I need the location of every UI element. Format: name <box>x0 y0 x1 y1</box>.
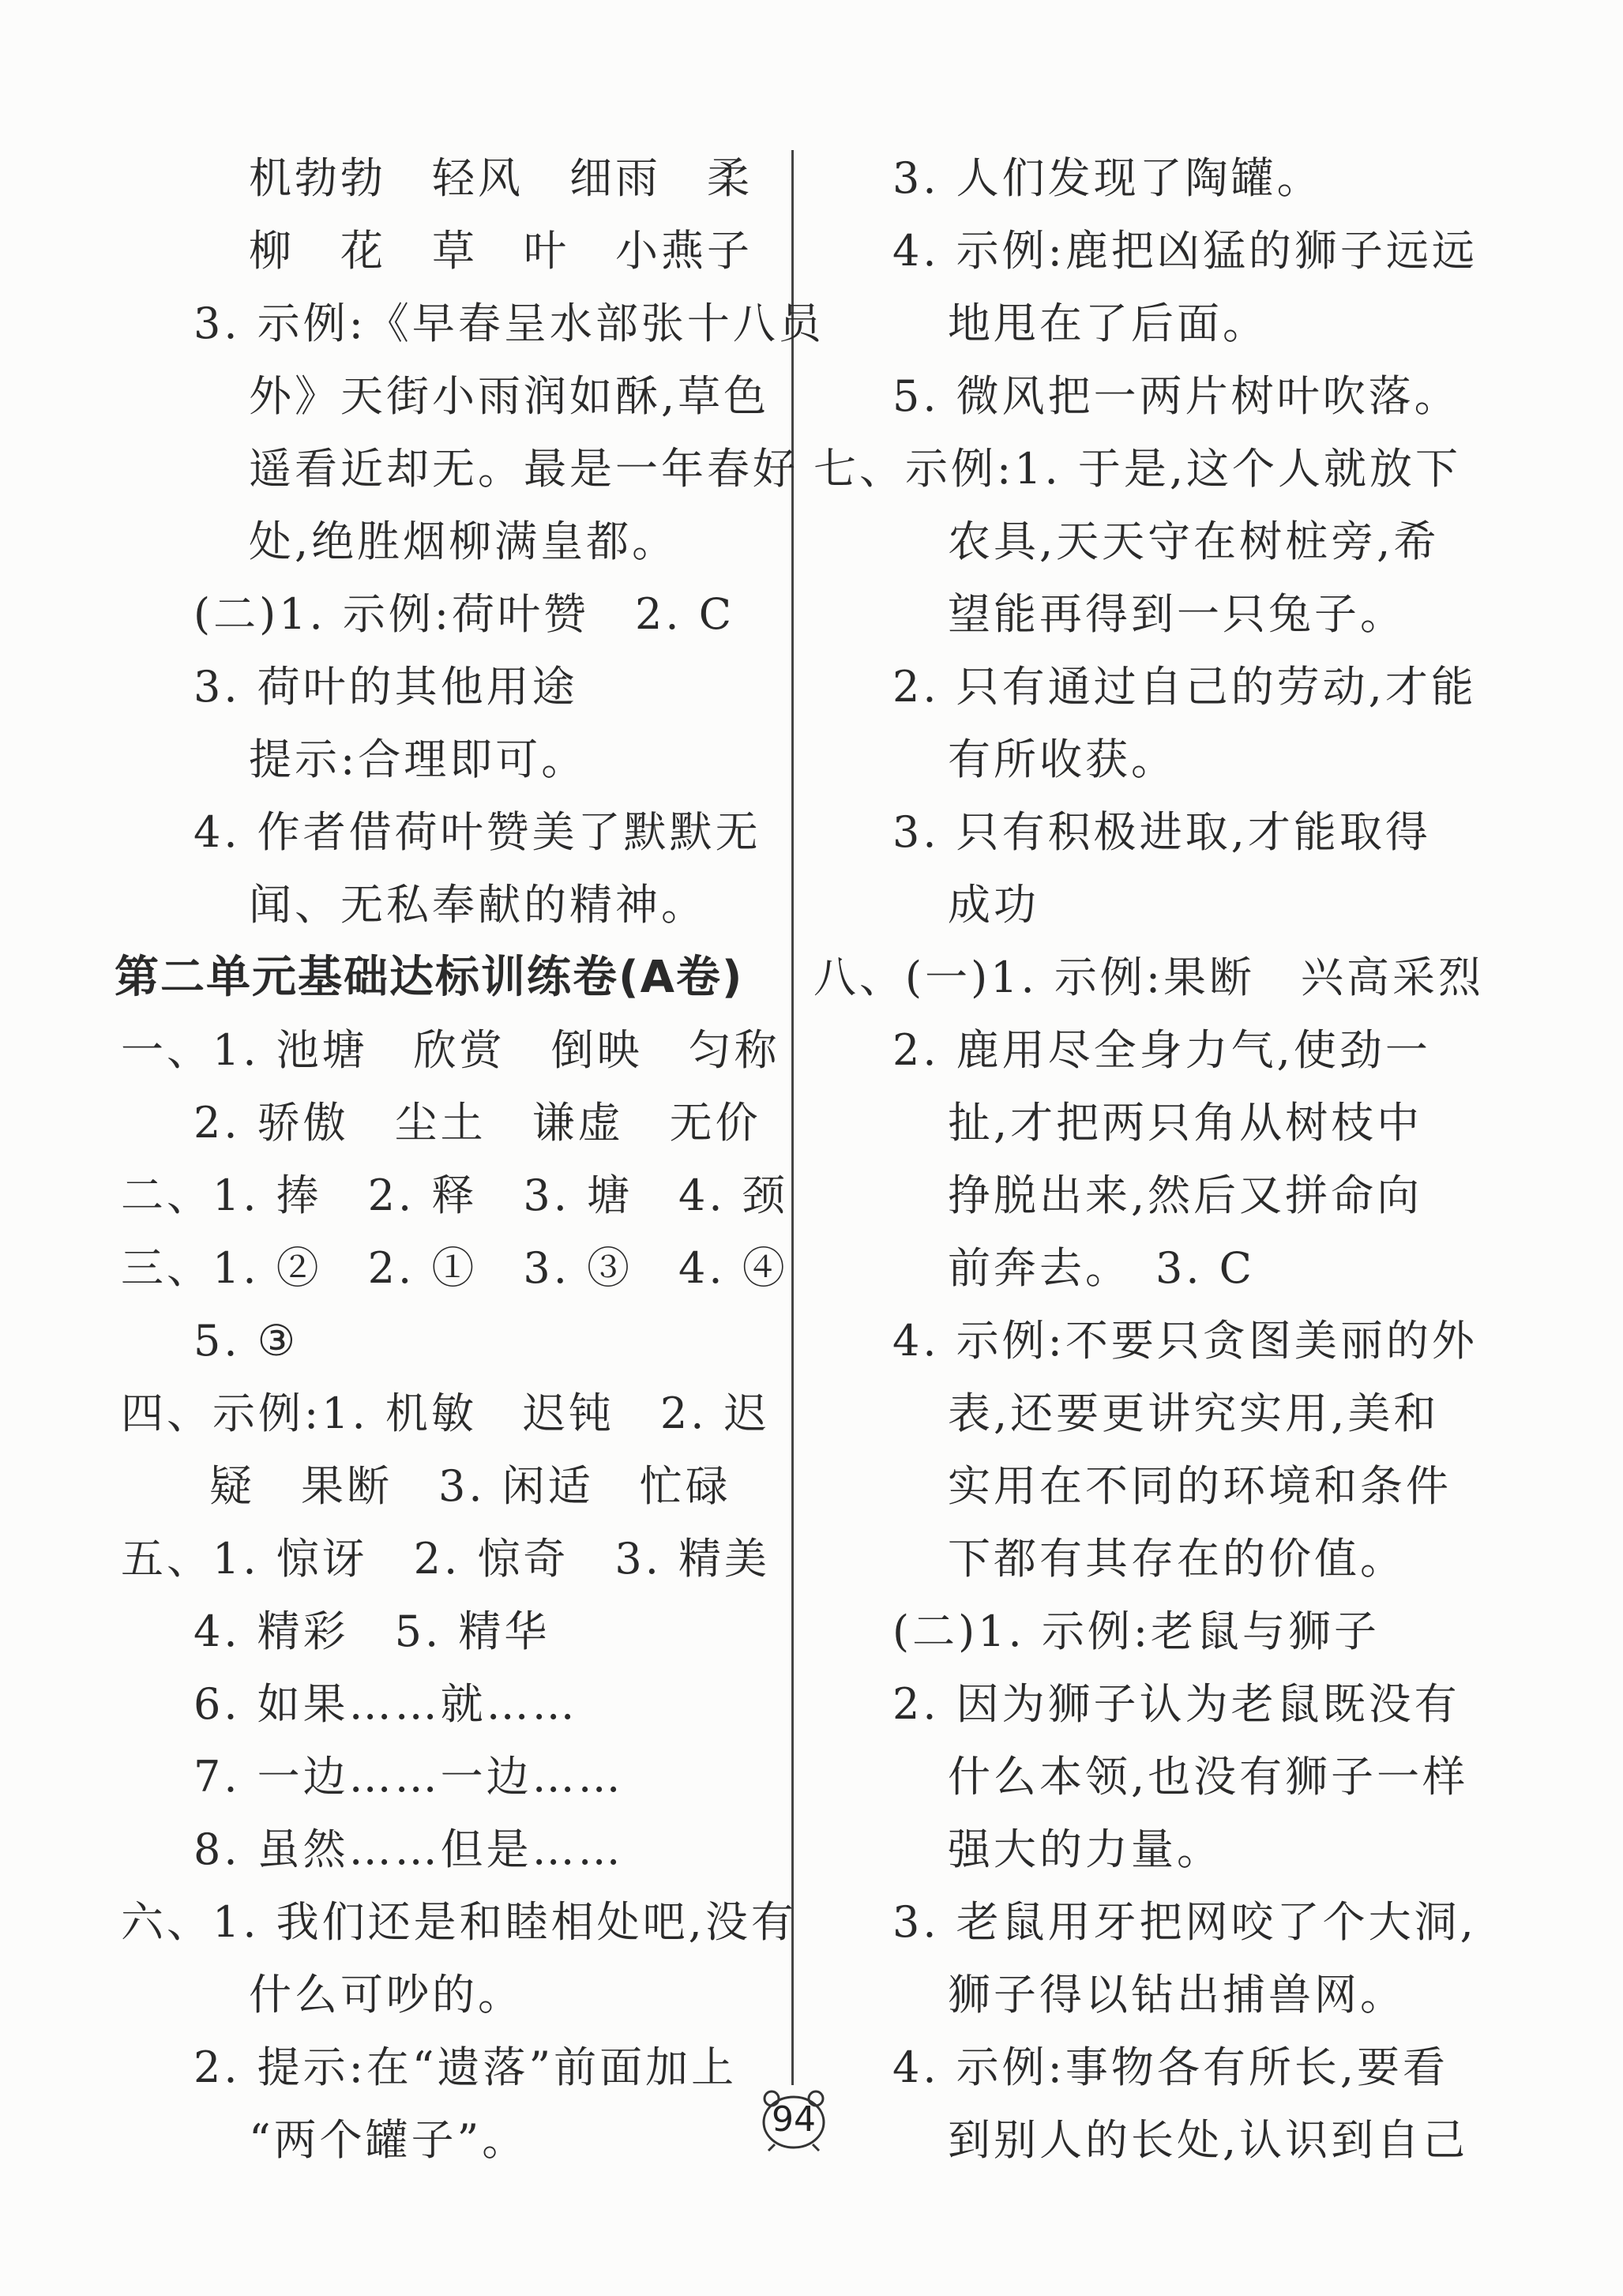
answer-line: 六、1. 我们还是和睦相处吧,没有 <box>121 1897 797 1947</box>
answer-line: 2. 鹿用尽全身力气,使劲一 <box>892 1025 1431 1075</box>
section-heading: 第二单元基础达标训练卷(A卷) <box>115 952 744 1003</box>
answer-line: 处,绝胜烟柳满皇都。 <box>249 517 678 566</box>
answer-line: 3. 荷叶的其他用途 <box>193 662 578 712</box>
answer-line: 4. 精彩 5. 精华 <box>193 1606 550 1656</box>
answer-line: 机勃勃 轻风 细雨 柔 <box>249 153 753 203</box>
answer-line: 挣脱出来,然后又拼命向 <box>948 1171 1423 1220</box>
answer-line: 二、1. 捧 2. 释 3. 塘 4. 颈 <box>121 1171 788 1220</box>
answer-line: 3. 示例:《早春呈水部张十八员 <box>193 299 825 348</box>
answer-line: 4. 示例:鹿把凶猛的狮子远远 <box>892 226 1478 276</box>
answer-line: 2. 因为狮子认为老鼠既没有 <box>892 1679 1460 1729</box>
answer-line: 七、示例:1. 于是,这个人就放下 <box>813 444 1462 494</box>
answer-line: 前奔去。 3. C <box>948 1243 1256 1293</box>
answer-line: 下都有其存在的价值。 <box>948 1534 1406 1584</box>
answer-line: 2. 只有通过自己的劳动,才能 <box>892 662 1477 712</box>
answer-line: 表,还要更讲究实用,美和 <box>948 1388 1440 1438</box>
answer-line: 8. 虽然……但是…… <box>193 1824 624 1874</box>
answer-line: 望能再得到一只兔子。 <box>948 589 1406 639</box>
answer-line: 4. 作者借荷叶赞美了默默无 <box>193 807 761 857</box>
answer-line: “两个罐子”。 <box>249 2115 528 2165</box>
answer-line: (二)1. 示例:老鼠与狮子 <box>892 1606 1381 1656</box>
answer-line: 有所收获。 <box>948 735 1177 784</box>
answer-line: 7. 一边……一边…… <box>193 1752 624 1802</box>
answer-line: 3. 只有积极进取,才能取得 <box>892 807 1431 857</box>
answer-line: 到别人的长处,认识到自己 <box>948 2115 1469 2165</box>
page-number: 94 <box>772 2099 816 2140</box>
answer-line: 三、1. ② 2. ① 3. ③ 4. ④ <box>121 1243 788 1293</box>
answer-line: 闻、无私奉献的精神。 <box>249 880 707 930</box>
answer-line: 五、1. 惊讶 2. 惊奇 3. 精美 <box>121 1534 771 1584</box>
answer-line: 成功 <box>948 880 1039 930</box>
answer-line: (二)1. 示例:荷叶赞 2. C <box>193 589 735 639</box>
answer-line: 2. 骄傲 尘土 谦虚 无价 <box>193 1098 761 1148</box>
answer-line: 提示:合理即可。 <box>249 735 588 784</box>
answer-line: 5. ③ <box>193 1316 299 1366</box>
answer-line: 柳 花 草 叶 小燕子 <box>249 226 753 276</box>
answer-line: 4. 示例:不要只贪图美丽的外 <box>892 1316 1478 1366</box>
answer-line: 遥看近却无。最是一年春好 <box>249 444 798 494</box>
answer-line: 外》天街小雨润如酥,草色 <box>249 371 770 421</box>
answer-line: 3. 老鼠用牙把网咬了个大洞, <box>892 1897 1477 1947</box>
answer-line: 4. 示例:事物各有所长,要看 <box>892 2042 1449 2092</box>
answer-line: 农具,天天守在树桩旁,希 <box>948 517 1440 566</box>
answer-line: 扯,才把两只角从树枝中 <box>948 1098 1423 1148</box>
answer-line: 5. 微风把一两片树叶吹落。 <box>892 371 1460 421</box>
page-footer <box>738 2085 849 2156</box>
answer-line: 6. 如果……就…… <box>193 1679 578 1729</box>
answer-line: 狮子得以钻出捕兽网。 <box>948 1970 1406 2020</box>
answer-line: 什么可吵的。 <box>249 1970 524 2020</box>
answer-line: 强大的力量。 <box>948 1824 1223 1874</box>
answer-line: 2. 提示:在“遗落”前面加上 <box>193 2042 738 2092</box>
answer-line: 一、1. 池塘 欣赏 倒映 匀称 <box>121 1025 780 1075</box>
answer-line: 疑 果断 3. 闲适 忙碌 <box>209 1461 731 1511</box>
answer-line: 实用在不同的环境和条件 <box>948 1461 1452 1511</box>
answer-line: 地甩在了后面。 <box>948 299 1268 348</box>
answer-line: 3. 人们发现了陶罐。 <box>892 153 1323 203</box>
answer-line: 八、(一)1. 示例:果断 兴高采烈 <box>813 953 1485 1002</box>
answer-line: 什么本领,也没有狮子一样 <box>948 1752 1469 1802</box>
answer-line: 四、示例:1. 机敏 迟钝 2. 迟 <box>121 1388 770 1438</box>
